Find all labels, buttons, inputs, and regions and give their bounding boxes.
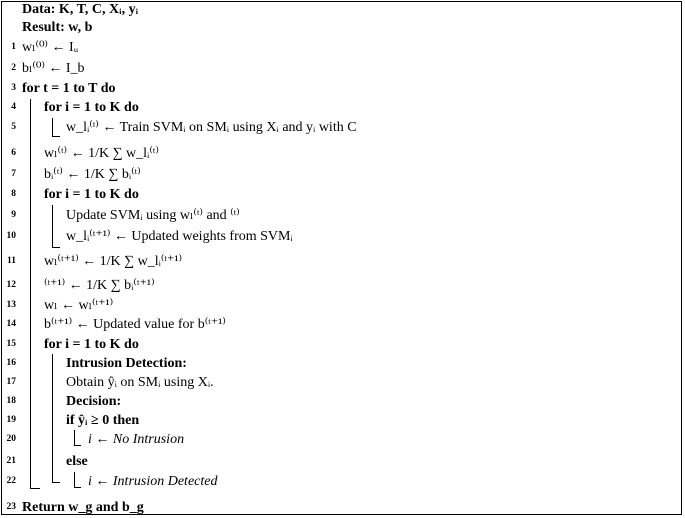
algo-line-21: else — [66, 454, 88, 469]
algo-line-11: wₗ⁽ᵗ⁺¹⁾ ← 1/K ∑ w_lᵢ⁽ᵗ⁺¹⁾ — [44, 254, 183, 269]
algo-line-5: w_lᵢ⁽ᵗ⁾ ← Train SVMᵢ on SMᵢ using Xᵢ and yᵢ with C — [66, 120, 357, 135]
line-number: 5 — [11, 122, 16, 132]
line-number: 9 — [11, 210, 16, 220]
line-number: 3 — [11, 83, 16, 93]
line-number: 2 — [11, 63, 16, 73]
algo-line-13: wₗ ← wₗ⁽ᵗ⁺¹⁾ — [44, 298, 114, 313]
line-number: 23 — [6, 502, 16, 512]
line-number: 7 — [11, 169, 16, 179]
block-end-for-i-1 — [52, 136, 60, 137]
line-number: 20 — [6, 434, 16, 444]
line-number: 19 — [6, 415, 16, 425]
algo-line-15: for i = 1 to K do — [44, 337, 139, 352]
block-bar-for-t — [30, 99, 31, 488]
algo-line-1: wₗ⁽⁰⁾ ← Iᵤ — [22, 40, 79, 55]
line-number: 18 — [6, 396, 16, 406]
block-end-if — [74, 445, 81, 446]
block-end-else — [74, 487, 81, 488]
data-line: Data: K, T, C, Xᵢ, yᵢ — [22, 2, 139, 17]
algo-line-3: for t = 1 to T do — [22, 81, 116, 96]
block-end-for-i-3 — [52, 482, 60, 483]
algo-line-10: w_lᵢ⁽ᵗ⁺¹⁾ ← Updated weights from SVMᵢ — [66, 229, 293, 244]
algo-line-6: wₗ⁽ᵗ⁾ ← 1/K ∑ w_lᵢ⁽ᵗ⁾ — [44, 146, 159, 161]
block-bar-if — [74, 430, 75, 445]
line-number: 14 — [6, 319, 16, 329]
algo-line-12: ⁽ᵗ⁺¹⁾ ← 1/K ∑ bᵢ⁽ᵗ⁺¹⁾ — [44, 278, 155, 293]
result-line: Result: w, b — [22, 20, 93, 35]
algo-line-19: if ŷᵢ ≥ 0 then — [66, 413, 140, 428]
algo-line-20: i ← No Intrusion — [88, 432, 185, 447]
algo-line-9: Update SVMᵢ using wₗ⁽ᵗ⁾ and ⁽ᵗ⁾ — [66, 208, 240, 223]
line-number: 4 — [11, 102, 16, 112]
algo-line-23: Return w_g and b_g — [22, 500, 144, 515]
block-bar-for-i-2 — [52, 205, 53, 247]
algo-line-2: bₗ⁽⁰⁾ ← I_b — [22, 61, 85, 76]
algo-line-7: bᵢ⁽ᵗ⁾ ← 1/K ∑ bᵢ⁽ᵗ⁾ — [44, 167, 141, 182]
block-end-for-t — [30, 488, 40, 489]
line-number: 10 — [6, 231, 16, 241]
line-number: 12 — [6, 280, 16, 290]
block-bar-for-i-3 — [52, 354, 53, 482]
line-number: 1 — [11, 42, 16, 52]
block-bar-else — [74, 472, 75, 487]
line-number: 21 — [6, 456, 16, 466]
line-number: 22 — [6, 476, 16, 486]
algo-line-16: Intrusion Detection: — [66, 356, 187, 371]
block-bar-for-i-1 — [52, 118, 53, 136]
algo-line-14: b⁽ᵗ⁺¹⁾ ← Updated value for b⁽ᵗ⁺¹⁾ — [44, 317, 226, 332]
algo-line-22: i ← Intrusion Detected — [88, 474, 218, 489]
line-number: 13 — [6, 300, 16, 310]
algo-line-4: for i = 1 to K do — [44, 100, 139, 115]
block-end-for-i-2 — [52, 247, 60, 248]
line-number: 8 — [11, 189, 16, 199]
algo-line-18: Decision: — [66, 394, 122, 409]
line-number: 17 — [6, 377, 16, 387]
algo-line-8: for i = 1 to K do — [44, 187, 139, 202]
line-number: 15 — [6, 339, 16, 349]
line-number: 16 — [6, 358, 16, 368]
line-number: 11 — [7, 256, 16, 266]
line-number: 6 — [11, 148, 16, 158]
algo-line-17: Obtain ŷᵢ on SMᵢ using Xᵢ. — [66, 375, 214, 390]
